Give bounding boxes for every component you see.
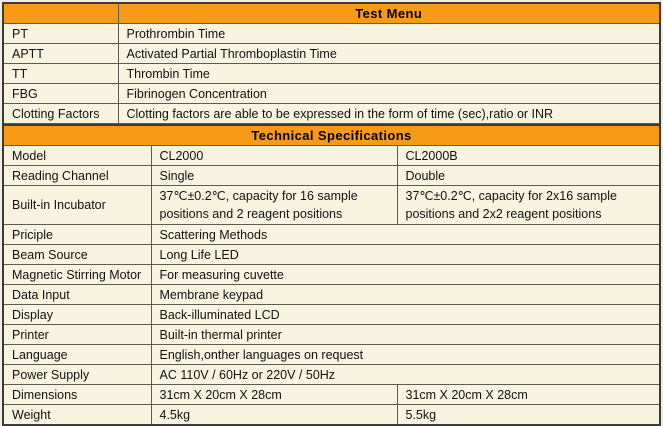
row-value-cell: Prothrombin Time: [118, 24, 660, 44]
row-value-cell: Fibrinogen Concentration: [118, 84, 660, 104]
row-label-cell: Model: [3, 146, 151, 166]
row-value-cl2000b-cell: 37℃±0.2℃, capacity for 2x16 sample positions and 2x2 reagent positions: [397, 186, 660, 225]
row-value-cl2000-cell: 31cm X 20cm X 28cm: [151, 385, 397, 405]
row-label-cell: Dimensions: [3, 385, 151, 405]
row-label-cell: APTT: [3, 44, 118, 64]
test-menu-title: Test Menu: [118, 3, 660, 24]
table-row: [3, 245, 660, 265]
table-row: [3, 84, 660, 104]
test-menu-table: [2, 2, 661, 124]
row-value-cell: Long Life LED: [151, 245, 660, 265]
table-row: [3, 146, 660, 166]
row-value-cl2000b-cell: 5.5kg: [397, 405, 660, 426]
test-menu-header-row: [3, 3, 660, 24]
table-row: [3, 186, 660, 225]
row-label-cell: Weight: [3, 405, 151, 426]
table-row: [3, 405, 660, 426]
row-label-cell: Beam Source: [3, 245, 151, 265]
row-label-cell: Magnetic Stirring Motor: [3, 265, 151, 285]
row-label-cell: TT: [3, 64, 118, 84]
row-label-cell: Built-in Incubator: [3, 186, 151, 225]
technical-specifications-table: [2, 124, 661, 426]
row-label-cell: Data Input: [3, 285, 151, 305]
row-value-cell: English,onther languages on request: [151, 345, 660, 365]
row-value-cl2000b-cell: Double: [397, 166, 660, 186]
table-row: [3, 104, 660, 124]
row-value-cell: Scattering Methods: [151, 225, 660, 245]
table-row: [3, 265, 660, 285]
row-label-cell: Clotting Factors: [3, 104, 118, 124]
table-row: [3, 365, 660, 385]
table-row: [3, 285, 660, 305]
row-label-cell: Language: [3, 345, 151, 365]
technical-specifications-header-row: [3, 125, 660, 146]
row-value-cl2000-cell: Single: [151, 166, 397, 186]
row-label-cell: PT: [3, 24, 118, 44]
table-row: [3, 24, 660, 44]
table-row: [3, 345, 660, 365]
row-value-cl2000-cell: 37℃±0.2℃, capacity for 16 sample positions and 2 reagent positions: [151, 186, 397, 225]
row-value-cl2000b-cell: 31cm X 20cm X 28cm: [397, 385, 660, 405]
table-row: [3, 305, 660, 325]
row-value-cell: Built-in thermal printer: [151, 325, 660, 345]
row-value-cell: AC 110V / 60Hz or 220V / 50Hz: [151, 365, 660, 385]
test-menu-header-spacer: [3, 3, 118, 24]
row-value-cell: Activated Partial Thromboplastin Time: [118, 44, 660, 64]
technical-specifications-title: Technical Specifications: [3, 125, 660, 146]
row-label-cell: Printer: [3, 325, 151, 345]
row-value-cell: Clotting factors are able to be expressed in the form of time (sec),ratio or INR: [118, 104, 660, 124]
table-row: [3, 166, 660, 186]
row-value-cl2000b-cell: CL2000B: [397, 146, 660, 166]
row-label-cell: Display: [3, 305, 151, 325]
row-value-cell: For measuring cuvette: [151, 265, 660, 285]
table-row: [3, 325, 660, 345]
row-label-cell: Power Supply: [3, 365, 151, 385]
row-value-cell: Back-illuminated LCD: [151, 305, 660, 325]
row-label-cell: Priciple: [3, 225, 151, 245]
table-row: [3, 225, 660, 245]
table-row: [3, 44, 660, 64]
table-row: [3, 64, 660, 84]
row-label-cell: FBG: [3, 84, 118, 104]
row-value-cl2000-cell: 4.5kg: [151, 405, 397, 426]
row-value-cl2000-cell: CL2000: [151, 146, 397, 166]
row-label-cell: Reading Channel: [3, 166, 151, 186]
row-value-cell: Membrane keypad: [151, 285, 660, 305]
row-value-cell: Thrombin Time: [118, 64, 660, 84]
